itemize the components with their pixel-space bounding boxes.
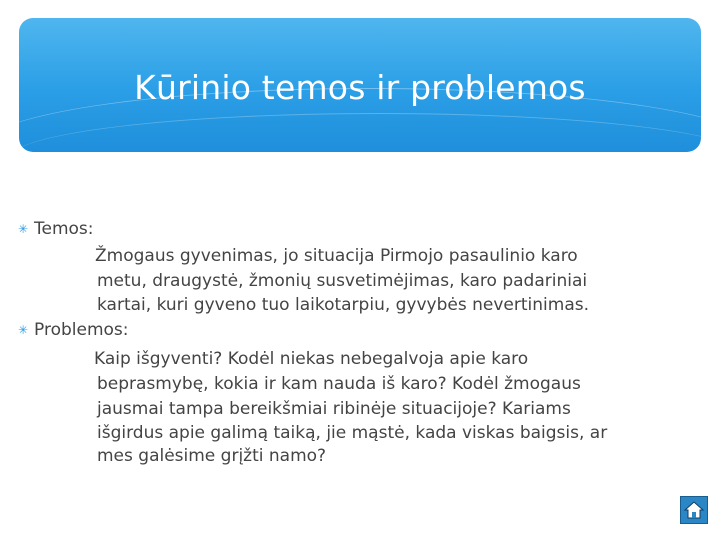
bullet-line: Žmogaus gyvenimas, jo situacija Pirmojo pasaulinio karo [95, 246, 578, 266]
bullet-line: beprasmybę, kokia ir kam nauda iš karo? Kodėl žmogaus [97, 374, 581, 394]
bullet-line: metu, draugystė, žmonių susvetimėjimas, karo padariniai [97, 271, 588, 291]
bullet-line: Kaip išgyventi? Kodėl niekas nebegalvoja apie karo [94, 349, 529, 369]
bullet-line: išgirdus apie galimą taiką, jie mąstė, kada viskas baigsis, ar [97, 423, 608, 443]
bullet-icon: ✳ [18, 323, 29, 337]
bullet-line: kartai, kuri gyveno tuo laikotarpiu, gyvybės nevertinimas. [97, 295, 589, 315]
bullet-line: mes galėsime grįžti namo? [97, 446, 327, 466]
bullet-line: jausmai tampa bereikšmiai ribinėje situacijoje? Kariams [97, 399, 571, 419]
bullet-label: Temos: [34, 219, 94, 239]
bullet-temos [18, 219, 94, 239]
home-icon [683, 499, 705, 521]
bullet-label: Problemos: [34, 320, 129, 340]
bullet-problemos [18, 320, 129, 340]
bullet-icon: ✳ [18, 222, 29, 236]
slide-title: Kūrinio temos ir problemos [134, 68, 586, 107]
home-button[interactable] [680, 496, 708, 524]
